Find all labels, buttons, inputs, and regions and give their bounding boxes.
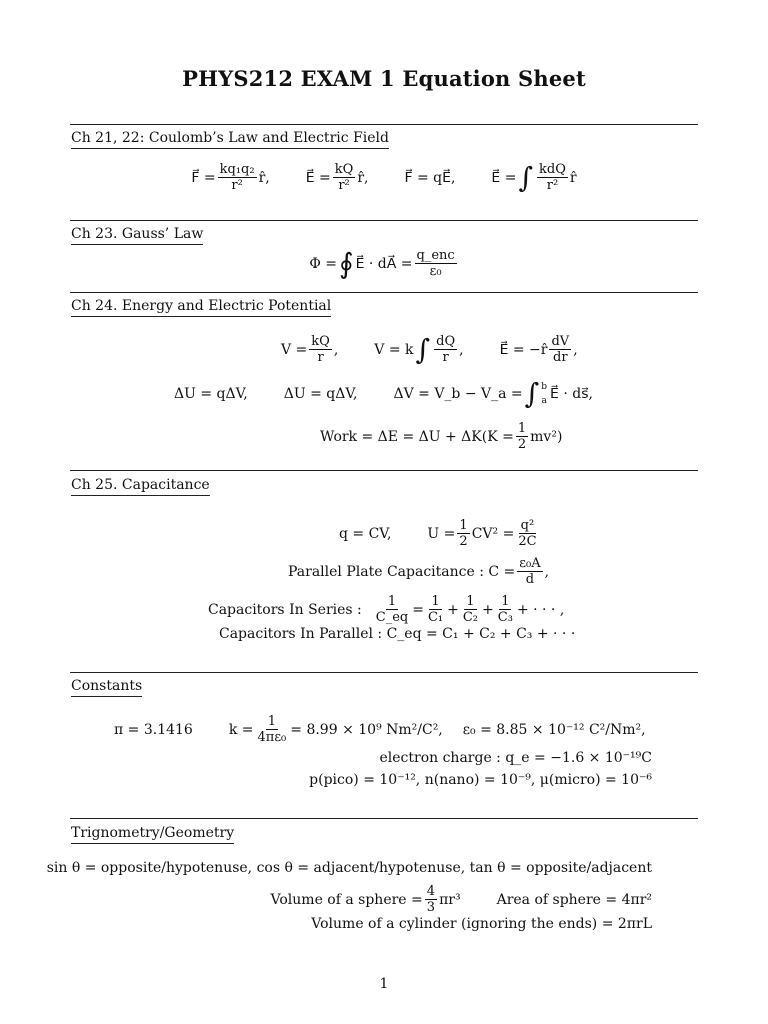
fraction xyxy=(256,714,289,745)
eq-text: mv²) xyxy=(530,428,563,445)
numerator: kQ xyxy=(311,334,330,349)
eq-text: ΔU = qΔV, xyxy=(174,386,248,402)
equation-energy-difference xyxy=(174,377,593,410)
equation-coulomb-field xyxy=(0,162,768,193)
denominator: r xyxy=(442,350,449,365)
equation-constants xyxy=(114,714,646,745)
section-divider xyxy=(70,818,698,819)
eq-text: π = 3.1416 xyxy=(114,721,193,738)
denominator: r xyxy=(317,350,324,365)
section-heading-gauss: Ch 23. Gauss’ Law xyxy=(71,226,203,245)
eq-text: , xyxy=(333,341,339,358)
eq-text: = xyxy=(412,601,424,618)
section-heading-trigonometry: Trignometry/Geometry xyxy=(71,825,234,844)
denominator: r² xyxy=(338,178,350,193)
fraction xyxy=(333,162,356,193)
fraction xyxy=(516,518,538,549)
eq-text: k = xyxy=(228,721,254,738)
fraction xyxy=(461,594,480,625)
denominator: 4πε₀ xyxy=(257,730,287,745)
section-divider xyxy=(70,292,698,293)
eq-text: E⃗ · dA⃗ = xyxy=(355,255,413,272)
fraction xyxy=(537,162,568,193)
denominator: ε₀ xyxy=(429,264,442,279)
eq-text: πr³ xyxy=(439,891,461,908)
document-title: PHYS212 EXAM 1 Equation Sheet xyxy=(182,66,586,91)
denominator: 3 xyxy=(426,900,436,915)
eq-text: E⃗ = xyxy=(491,169,517,186)
eq-text: U = xyxy=(427,525,456,542)
denominator: 2 xyxy=(459,534,468,549)
fraction xyxy=(457,518,469,549)
eq-text: E⃗ = xyxy=(305,169,331,186)
denominator: C₂ xyxy=(462,610,479,625)
eq-text: E⃗ = −r̂ xyxy=(499,341,548,358)
upper-limit: b xyxy=(541,382,548,392)
equation-cylinder: Volume of a cylinder (ignoring the ends) = 2πrL xyxy=(311,916,652,932)
denominator: r² xyxy=(546,178,559,193)
eq-text: CV² = xyxy=(471,525,515,542)
eq-text: F⃗ = qE⃗, xyxy=(404,169,456,186)
fraction xyxy=(426,594,445,625)
numerator: 1 xyxy=(517,421,527,436)
eq-text: + xyxy=(447,601,459,618)
equation-parallel-capacitors: Capacitors In Parallel : C_eq = C₁ + C₂ + C₃ + · · · xyxy=(219,626,576,642)
section-heading-energy: Ch 24. Energy and Electric Potential xyxy=(71,298,331,317)
equation-sphere xyxy=(271,884,652,915)
fraction xyxy=(434,334,457,365)
numerator: dV xyxy=(551,334,570,349)
equation-series-capacitors xyxy=(208,594,564,625)
eq-text: Parallel Plate Capacitance : C = xyxy=(288,563,516,580)
equation-parallel-plate xyxy=(288,556,549,587)
eq-text: V = xyxy=(281,341,308,358)
fraction xyxy=(549,334,571,365)
section-divider xyxy=(70,124,698,125)
denominator: dr xyxy=(553,350,568,365)
contour-integral-sign: ∮ xyxy=(338,246,354,280)
equation-work xyxy=(320,421,562,452)
numerator: ε₀A xyxy=(519,556,541,571)
denominator: r² xyxy=(231,178,243,193)
numerator: 1 xyxy=(501,594,510,609)
fraction xyxy=(517,556,542,587)
section-heading-capacitance: Ch 25. Capacitance xyxy=(71,477,210,496)
eq-text: Φ = xyxy=(309,255,337,272)
eq-text: Capacitors In Series : xyxy=(208,601,362,618)
eq-text: r̂, xyxy=(357,169,369,186)
eq-text: F⃗ = xyxy=(191,169,216,186)
numerator: q² xyxy=(520,518,535,533)
eq-text: , xyxy=(573,341,578,358)
equation-trig-ratios: sin θ = opposite/hypotenuse, cos θ = adjacent/hypotenuse, tan θ = opposite/adjacent xyxy=(46,860,652,876)
eq-text: Volume of a sphere = xyxy=(270,891,423,908)
page-number: 1 xyxy=(379,976,389,992)
integral-sign: ∫ xyxy=(524,377,540,410)
fraction xyxy=(218,162,257,193)
numerator: kdQ xyxy=(539,162,566,177)
eq-text: ΔU = qΔV, xyxy=(283,386,358,402)
numerator: kq₁q₂ xyxy=(219,162,255,177)
denominator: d xyxy=(525,572,535,587)
section-divider xyxy=(70,220,698,221)
denominator: 2C xyxy=(518,534,537,549)
denominator: C_eq xyxy=(375,610,409,625)
numerator: 1 xyxy=(267,714,277,729)
eq-text: = 8.99 × 10⁹ Nm²/C², xyxy=(290,721,443,738)
fraction xyxy=(374,594,410,625)
numerator: 1 xyxy=(387,594,397,609)
eq-text: Work = ΔE = ΔU + ΔK(K = xyxy=(320,428,514,445)
equation-prefixes: p(pico) = 10⁻¹², n(nano) = 10⁻⁹, μ(micro) = 10⁻⁶ xyxy=(309,772,652,788)
eq-text: + xyxy=(482,601,494,618)
fraction xyxy=(516,421,528,452)
section-heading-coulomb: Ch 21, 22: Coulomb’s Law and Electric Field xyxy=(71,130,389,149)
fraction xyxy=(425,884,437,915)
equation-capacitance-energy xyxy=(339,518,541,549)
eq-text: E⃗ · ds⃗, xyxy=(550,386,593,402)
eq-text: q = CV, xyxy=(339,525,392,542)
denominator: 2 xyxy=(517,437,527,452)
section-divider xyxy=(70,470,698,471)
fraction xyxy=(309,334,332,365)
lower-limit: a xyxy=(541,396,547,406)
eq-text: ε₀ = 8.85 × 10⁻¹² C²/Nm², xyxy=(462,721,646,738)
numerator: q_enc xyxy=(416,248,455,263)
eq-text: , xyxy=(459,341,464,358)
equation-electron-charge: electron charge : q_e = −1.6 × 10⁻¹⁹C xyxy=(379,750,652,766)
numerator: 1 xyxy=(431,594,440,609)
fraction xyxy=(415,248,457,279)
eq-text: Area of sphere = 4πr² xyxy=(496,891,652,908)
eq-text: V = k xyxy=(374,341,414,358)
fraction xyxy=(496,594,515,625)
denominator: C₁ xyxy=(427,610,444,625)
eq-text: ΔV = V_b − V_a = xyxy=(393,386,523,402)
numerator: dQ xyxy=(436,334,456,349)
eq-text: , xyxy=(544,563,550,580)
integral-sign: ∫ xyxy=(415,332,431,366)
section-heading-constants: Constants xyxy=(71,678,142,697)
equation-potential xyxy=(281,334,578,365)
eq-text: r̂, xyxy=(258,169,270,186)
denominator: C₃ xyxy=(497,610,513,625)
numerator: 1 xyxy=(459,518,468,533)
eq-text: + · · · , xyxy=(516,601,565,618)
integral-limits xyxy=(541,380,547,408)
eq-text: r̂ xyxy=(569,169,577,186)
numerator: kQ xyxy=(334,162,354,177)
integral-sign: ∫ xyxy=(518,160,534,194)
section-divider xyxy=(70,672,698,673)
equation-gauss xyxy=(0,248,768,279)
numerator: 1 xyxy=(466,594,475,609)
numerator: 4 xyxy=(426,884,436,899)
